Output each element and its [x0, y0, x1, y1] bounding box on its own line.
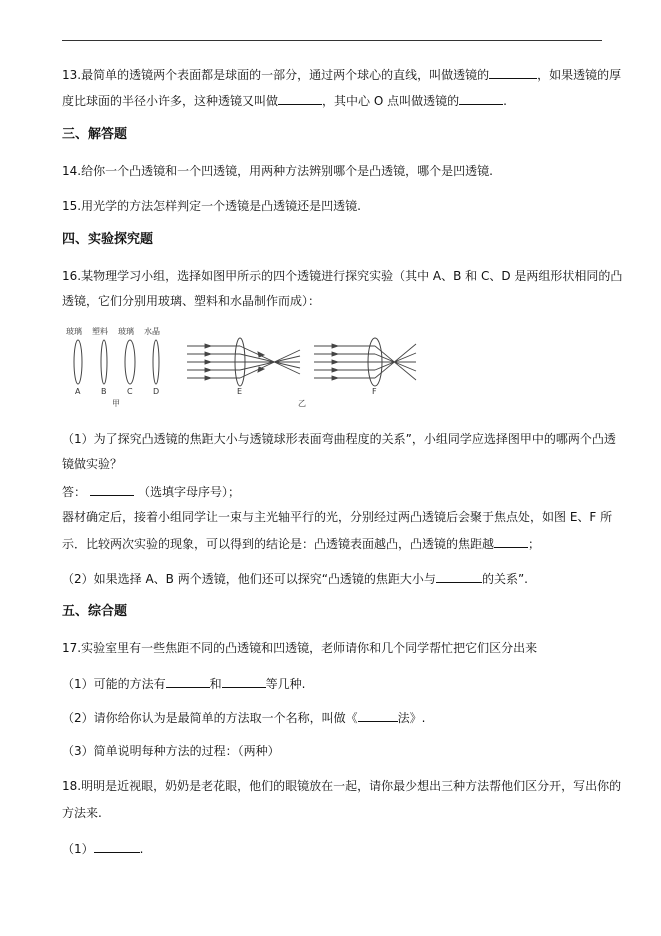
q13-text: 13.最简单的透镜两个表面都是球面的一部分，通过两个球心的直线，叫做透镜的	[62, 68, 490, 82]
q16-after-end: ；	[528, 537, 541, 551]
letter-c: C	[127, 387, 133, 396]
answer-hint: （选填字母序号）；	[138, 485, 241, 499]
q18-part1-text: （1）	[62, 842, 94, 856]
q16-after-line2	[62, 536, 607, 551]
section-title-3: 三、解答题	[62, 127, 128, 142]
q16-part1-line2: 镜做实验？	[62, 457, 123, 471]
q17-stem: 17.实验室里有一些焦距不同的凸透镜和凹透镜，老师请你和几个同学帮忙把它们区分出来	[62, 641, 538, 655]
q17-part1-end: 等几种.	[265, 677, 306, 691]
q16-blank-1[interactable]	[90, 484, 134, 496]
letter-b: B	[101, 387, 107, 396]
answer-label: 答：	[62, 485, 87, 499]
ray-diagram-e	[187, 344, 300, 380]
q16-part2-text: （2）如果选择 A、B 两个透镜，他们还可以探究“凸透镜的焦距大小与	[62, 572, 436, 586]
q13-text-end: ，如果透镜的厚	[537, 68, 622, 82]
section-title-5: 五、综合题	[62, 604, 128, 619]
letter-a: A	[75, 387, 81, 396]
q17-part1	[62, 676, 607, 691]
q13-text-2b: ，其中心 O 点叫做透镜的	[322, 94, 460, 108]
q17-part2-end: 法》.	[397, 711, 426, 725]
q13-period: .	[503, 94, 507, 108]
q18-line1: 18.明明是近视眼，奶奶是老花眼，他们的眼镜放在一起，请你最少想出三种方法帮他们区分开，写出你的	[62, 779, 622, 793]
q17-part1-text: （1）可能的方法有	[62, 677, 166, 691]
q15-text: 15.用光学的方法怎样判定一个透镜是凸透镜还是凹透镜.	[62, 199, 361, 213]
header-rule	[62, 40, 602, 41]
letter-f: F	[372, 387, 377, 396]
q17-blank-1[interactable]	[166, 676, 210, 688]
q17-blank-2[interactable]	[222, 676, 266, 688]
q18-blank-1[interactable]	[94, 841, 140, 853]
material-label-c: 玻璃	[118, 327, 134, 336]
q16-after-line1: 器材确定后，接着小组同学让一束与主光轴平行的光，分别经过两凸透镜后会聚于焦点处，如图 E、F 所	[62, 510, 613, 524]
q17-part1-and: 和	[209, 677, 222, 691]
lens-figure	[62, 322, 422, 408]
ray-diagram-f	[314, 344, 416, 380]
q16-blank-2[interactable]	[494, 536, 528, 548]
q13-blank-1[interactable]	[489, 67, 537, 79]
q18-part1	[62, 841, 607, 856]
letter-e: E	[237, 387, 243, 396]
q13-blank-2[interactable]	[278, 93, 322, 105]
material-label-b: 塑料	[92, 327, 108, 336]
q17-blank-3[interactable]	[358, 710, 398, 722]
q18-line2: 方法来.	[62, 806, 102, 820]
letter-d: D	[153, 387, 160, 396]
q13-line1	[62, 67, 622, 82]
section-title-4: 四、实验探究题	[62, 232, 154, 247]
q16-line1: 16.某物理学习小组，选择如图甲所示的四个透镜进行探究实验（其中 A、B 和 C、D 是两组形状相同的凸	[62, 269, 623, 283]
q16-part2-end: 的关系”.	[481, 572, 528, 586]
lens-diagram	[62, 322, 422, 408]
label-jia: 甲	[112, 399, 120, 408]
material-label-a: 玻璃	[66, 327, 82, 336]
material-label-d: 水晶	[144, 327, 160, 336]
q17-part2	[62, 710, 607, 725]
q16-answer-line	[62, 484, 607, 499]
label-yi: 乙	[298, 399, 306, 408]
q16-after-text: 示．比较两次实验的现象，可以得到的结论是：凸透镜表面越凸，凸透镜的焦距越	[62, 537, 495, 551]
lens-a	[74, 340, 82, 384]
q13-line2	[62, 93, 607, 108]
q16-part1-line1: （1）为了探究凸透镜的焦距大小与透镜球形表面弯曲程度的关系”，小组同学应选择图甲中的哪两个凸透	[62, 432, 616, 446]
q13-text-2a: 度比球面的半径小许多，这种透镜又叫做	[62, 94, 279, 108]
q16-blank-3[interactable]	[436, 571, 482, 583]
lens-d	[153, 340, 159, 384]
lens-b	[101, 340, 107, 384]
q16-line2: 透镜，它们分别用玻璃、塑料和水晶制作而成）：	[62, 294, 321, 308]
q17-part3: （3）简单说明每种方法的过程：（两种）	[62, 744, 280, 758]
q14-text: 14.给你一个凸透镜和一个凹透镜，用两种方法辨别哪个是凸透镜，哪个是凹透镜.	[62, 164, 493, 178]
q13-blank-3[interactable]	[459, 93, 503, 105]
q18-part1-end: .	[139, 842, 144, 856]
q17-part2-text: （2）请你给你认为是最简单的方法取一个名称，叫做《	[62, 711, 358, 725]
q16-part2	[62, 571, 607, 586]
lens-c	[125, 340, 135, 384]
